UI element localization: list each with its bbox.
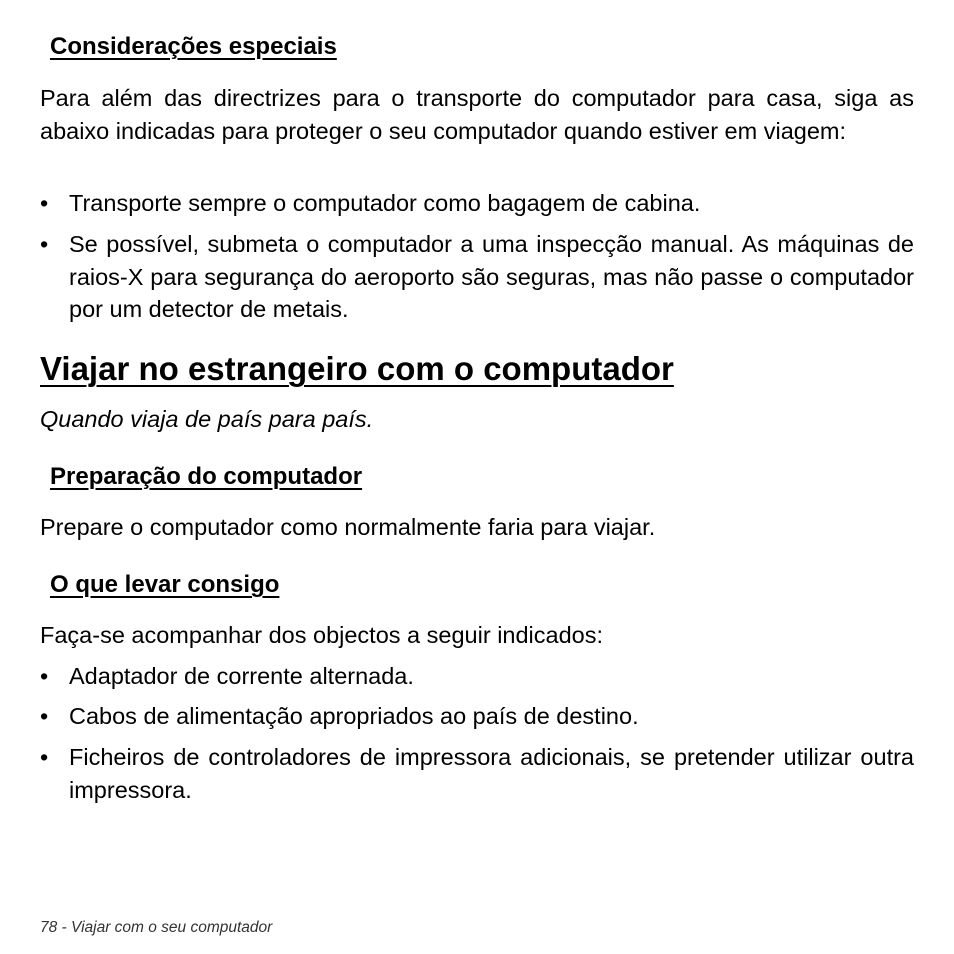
heading-preparacao: Preparação do computador [50, 463, 363, 490]
list-item-text: Adaptador de corrente alternada. [69, 663, 414, 689]
paragraph-levar-intro: Faça-se acompanhar dos objectos a seguir indicados: [40, 622, 604, 648]
bullet-marker: • [40, 703, 49, 729]
list-item [40, 228, 914, 326]
paragraph-consideracoes-intro: Para além das directrizes para o transporte do computador para casa, siga as abaixo indicadas para proteger o seu computador quando estiver em viagem: [40, 85, 914, 144]
heading-viajar-estrangeiro: Viajar no estrangeiro com o computador [40, 350, 674, 387]
list-item [40, 187, 914, 220]
heading-consideracoes-especiais: Considerações especiais [50, 33, 337, 60]
list-item [40, 700, 914, 733]
bullet-marker: • [40, 744, 49, 770]
page-footer: 78 - Viajar com o seu computador [40, 919, 273, 936]
bullet-marker: • [40, 663, 49, 689]
bullet-marker: • [40, 190, 49, 216]
list-item-text: Ficheiros de controladores de impressora adicionais, se pretender utilizar outra impressora. [69, 744, 914, 803]
bullet-marker: • [40, 231, 49, 257]
subtitle-viajar: Quando viaja de país para país. [40, 406, 374, 432]
list-item-text: Se possível, submeta o computador a uma inspecção manual. As máquinas de raios-X para segurança do aeroporto são seguras, mas não passe o computador por um detector de metais. [69, 231, 914, 322]
list-item [40, 660, 914, 693]
heading-o-que-levar: O que levar consigo [50, 571, 280, 598]
list-item-text: Transporte sempre o computador como bagagem de cabina. [69, 190, 701, 216]
list-item [40, 741, 914, 806]
list-item-text: Cabos de alimentação apropriados ao país de destino. [69, 703, 639, 729]
paragraph-preparacao: Prepare o computador como normalmente faria para viajar. [40, 514, 656, 540]
